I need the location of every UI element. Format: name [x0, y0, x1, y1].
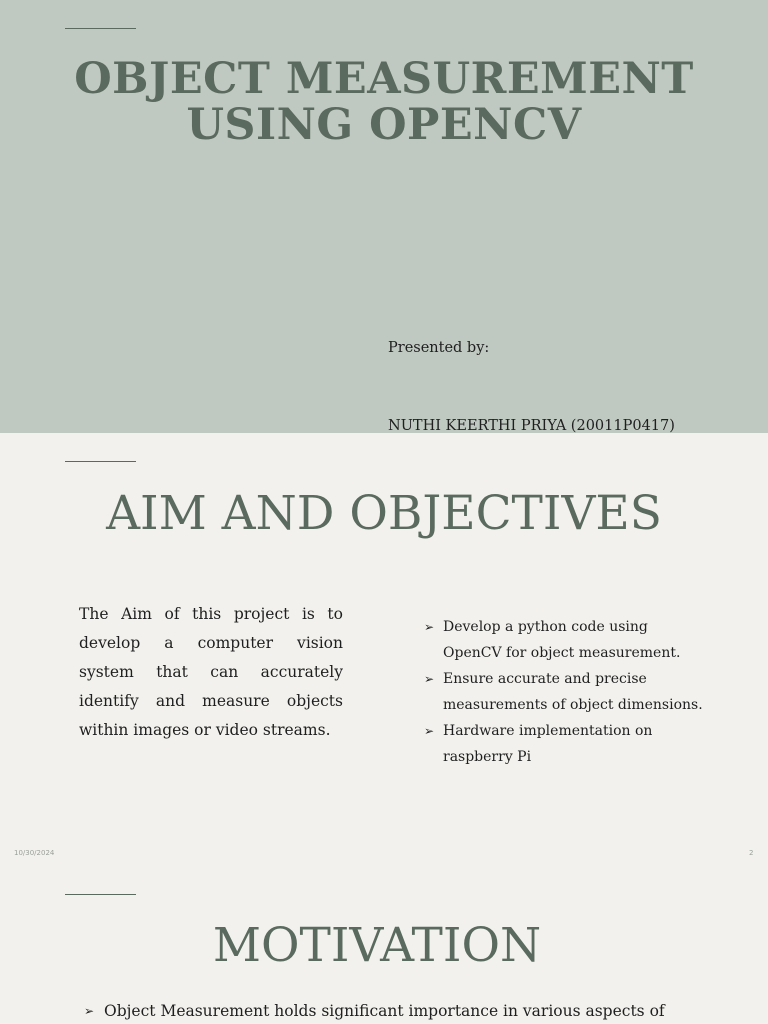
list-item [84, 998, 754, 1024]
objective-text: Ensure accurate and precise [443, 671, 647, 687]
aim-objectives-slide [0, 433, 768, 866]
objectives-list [424, 614, 754, 770]
slide-title: AIM AND OBJECTIVES [106, 486, 662, 541]
objective-text: raspberry Pi [443, 749, 532, 765]
motivation-list [84, 998, 754, 1024]
objective-text: Develop a python code using [443, 619, 648, 635]
list-item [424, 666, 754, 718]
arrowhead-bullet-icon: ➢ [424, 672, 435, 686]
presenter-name: NUTHI KEERTHI PRIYA (20011P0417) [388, 418, 675, 433]
objective-text: measurements of object dimensions. [443, 697, 703, 713]
list-item [424, 614, 754, 666]
arrowhead-bullet-icon: ➢ [424, 620, 435, 634]
objective-text: Hardware implementation on [443, 723, 653, 739]
title-line-1: OBJECT MEASUREMENT [74, 54, 694, 104]
motivation-text: Object Measurement holds significant importance in various aspects of [104, 1002, 665, 1020]
title-line-2: USING OPENCV [186, 100, 582, 150]
title-slide [0, 0, 768, 433]
aim-paragraph: The Aim of this project is to develop a computer vision system that can accurately identify and measure objects within images or video streams. [79, 605, 343, 739]
presenters-block [388, 283, 758, 433]
slide-title: MOTIVATION [212, 918, 542, 973]
objective-text: OpenCV for object measurement. [443, 645, 681, 661]
page-number: 2 [749, 849, 754, 857]
slide-title [0, 56, 768, 148]
arrowhead-bullet-icon: ➢ [84, 1004, 95, 1018]
arrowhead-bullet-icon: ➢ [424, 724, 435, 738]
footer-date: 10/30/2024 [14, 849, 55, 857]
presented-by-label: Presented by: [388, 340, 490, 356]
accent-line [65, 28, 136, 29]
list-item [424, 718, 754, 770]
motivation-slide [0, 866, 768, 1024]
